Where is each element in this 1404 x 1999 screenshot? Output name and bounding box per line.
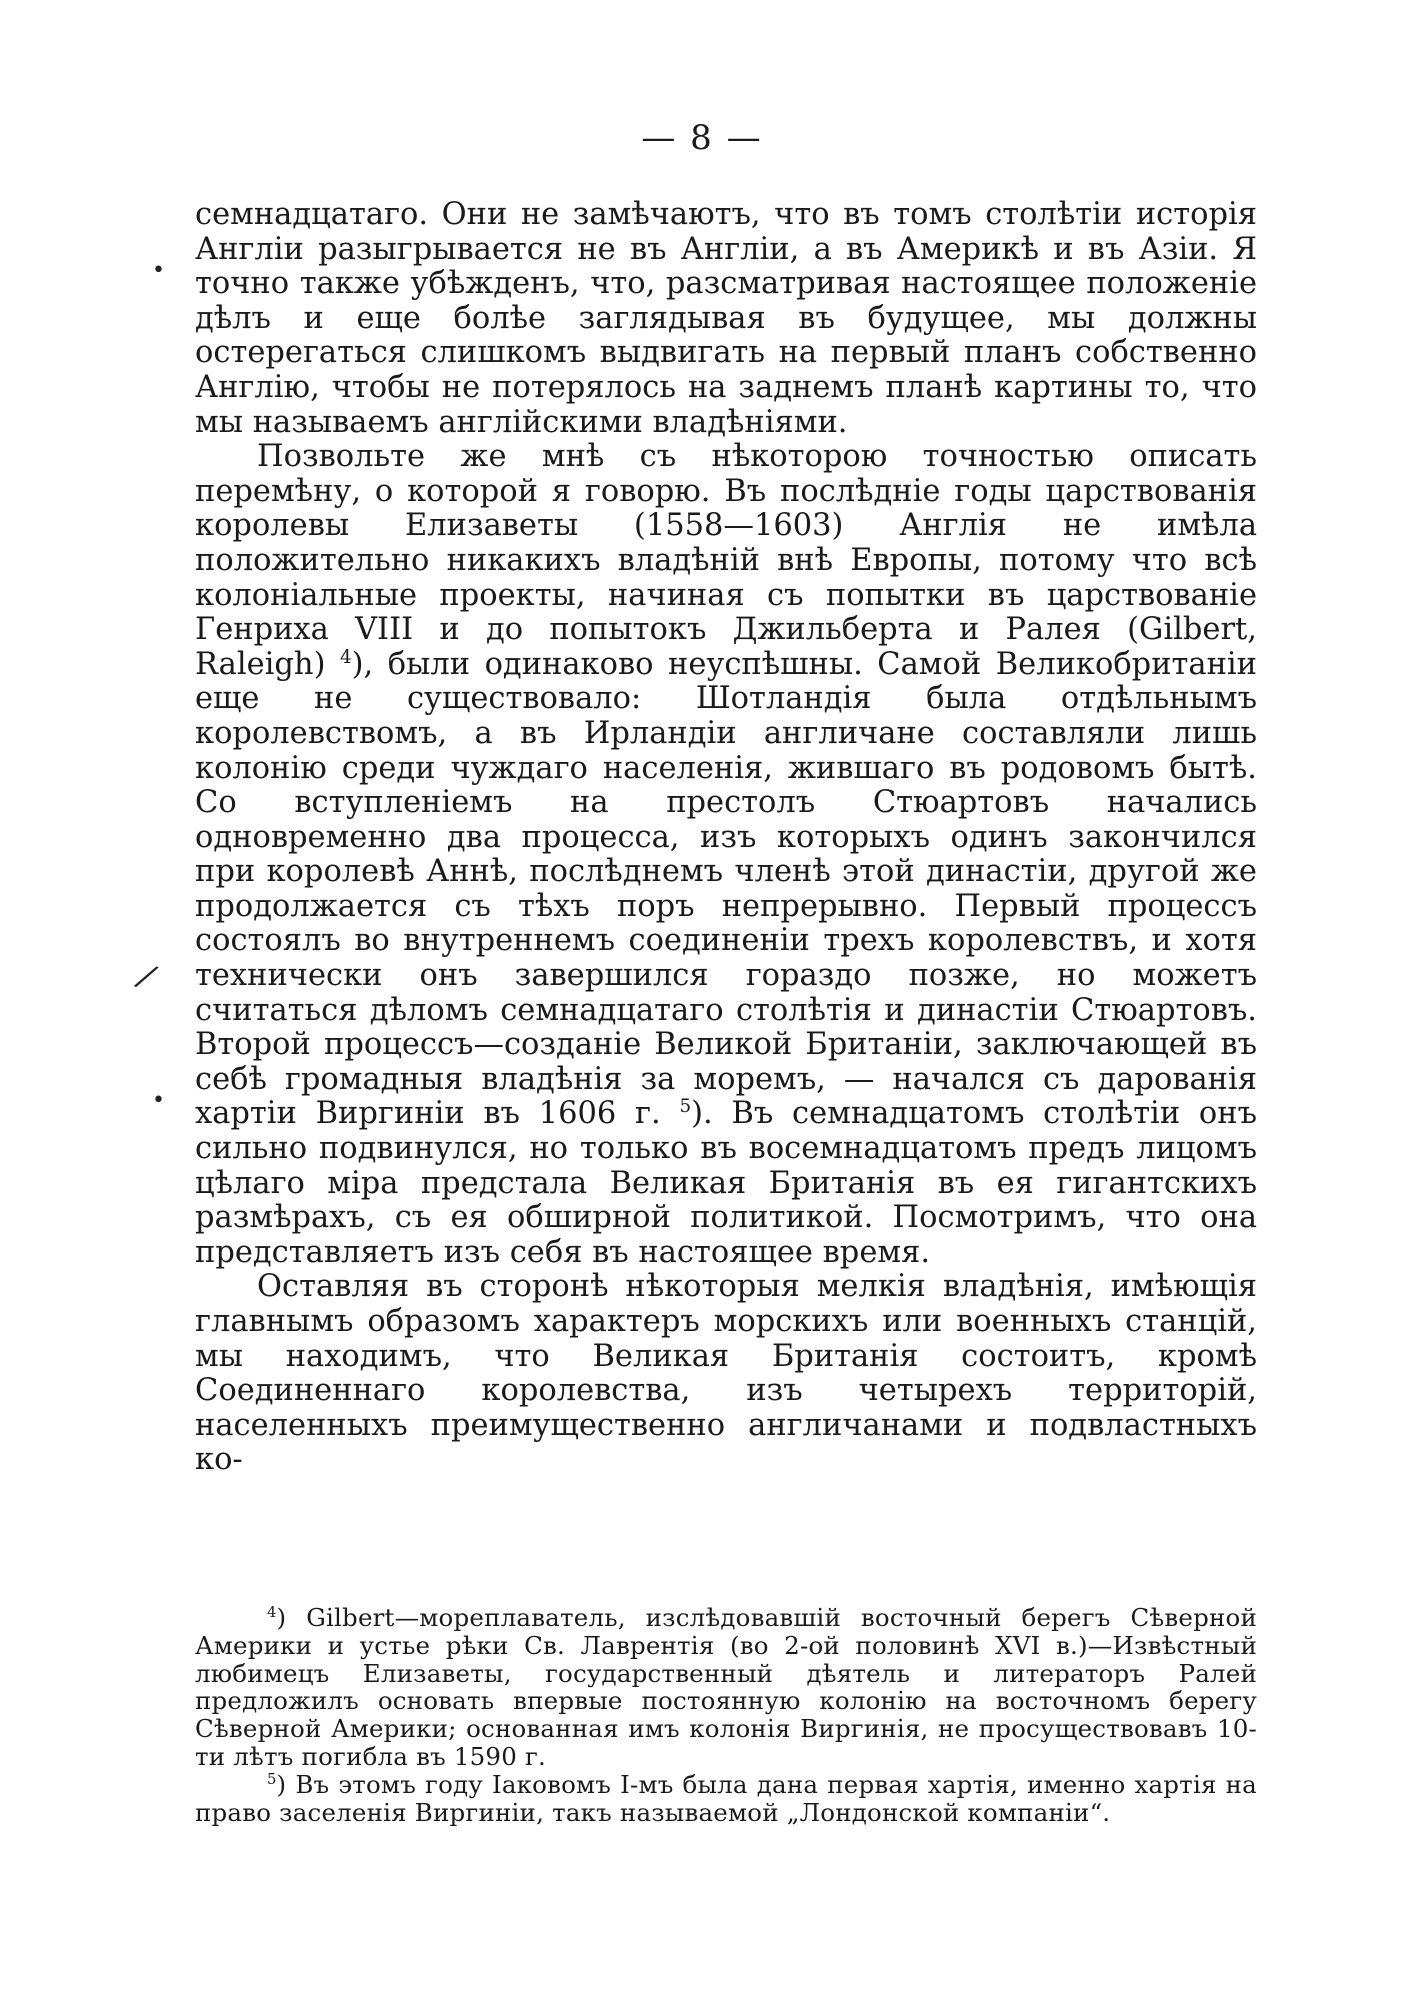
- footnote-mark: 5: [267, 1770, 277, 1788]
- paragraph-text: ). Въ семнадцатомъ столѣтіи онъ сильно подвинулся, но только въ восемнадцатомъ предъ лицомъ цѣлаго міра предстала Великая Британія въ ея гигантскихъ размѣрахъ, съ ея обширной политикой. Посмотримъ, что она представляетъ изъ себя въ настоящее время.: [195, 1096, 1257, 1270]
- footnote-ref: 4: [339, 646, 352, 668]
- footnote-ref: 5: [679, 1096, 692, 1118]
- footnote: [195, 1604, 1257, 1771]
- paragraph: [195, 440, 1257, 1270]
- footnote-text: ) Въ этомъ году Іаковомъ I-мъ была дана первая хартія, именно хартія на право заселенія Виргиніи, такъ называемой „Лондонской компаніи“.: [195, 1769, 1257, 1827]
- footnote: [195, 1771, 1257, 1827]
- paragraph: Оставляя въ сторонѣ нѣкоторыя мелкія владѣнія, имѣющія главнымъ образомъ характеръ морскихъ или военныхъ станцій, мы находимъ, что Великая Британія состоитъ, кромѣ Соединеннаго королевства, изъ четырехъ территорій, населенныхъ преимущественно англичанами и подвластныхъ ко-: [195, 1269, 1257, 1478]
- main-text: [195, 198, 1257, 1478]
- page-number: — 8 —: [641, 118, 763, 158]
- paragraph: семнадцатаго. Они не замѣчаютъ, что въ томъ столѣтіи исторія Англіи разыгрывается не въ Англіи, а въ Америкѣ и въ Азіи. Я точно также убѣжденъ, что, разсматривая настоящее положеніе дѣлъ и еще болѣе заглядывая въ будущее, мы должны остерегаться слишкомъ выдвигать на первый планъ собственно Англію, чтобы не потерялось на заднемъ планѣ картины то, что мы называемъ англійскими владѣніями.: [195, 197, 1257, 440]
- paragraph-text: ), были одинаково неуспѣшны. Самой Великобританіи еще не существовало: Шотландія была отдѣльнымъ королевствомъ, а въ Ирландіи англичане составляли лишь колонію среди чуждаго населенія, жившаго въ родовомъ бытѣ. Со вступленіемъ на престолъ Стюартовъ начались одновременно два процесса, изъ которыхъ одинъ закончился при королевѣ Аннѣ, послѣднемъ членѣ этой династіи, другой же продолжается съ тѣхъ поръ непрерывно. Первый процессъ состоялъ во внутреннемъ соединеніи трехъ королевствъ, и хотя технически онъ завершился гораздо позже, но можетъ считаться дѣломъ семнадцатаго столѣтія и династіи Стюартовъ. Второй процессъ—созданіе Великой Британіи, заключающей въ себѣ громадныя владѣнія за моремъ, — начался съ дарованія хартіи Виргиніи въ 1606 г.: [195, 646, 1258, 1132]
- margin-mark: •: [152, 1088, 165, 1113]
- margin-mark: •: [152, 258, 165, 283]
- paragraph-text: Позвольте же мнѣ съ нѣкоторою точностью описать перемѣну, о которой я говорю. Въ послѣдніе годы царствованія королевы Елизаветы (1558—1603) Англія не имѣла положительно никакихъ владѣній внѣ Европы, потому что всѣ колоніальные проекты, начиная съ попытки въ царствованіе Генриха VIII и до попытокъ Джильберта и Ралея (Gilbert, Raleigh): [195, 439, 1257, 682]
- footnotes: [195, 1604, 1257, 1826]
- margin-mark: ⁄: [136, 958, 155, 998]
- footnote-text: ) Gilbert—мореплаватель, изслѣдовавшій восточный берегъ Сѣверной Америки и устье рѣки Св. Лаврентія (во 2-ой половинѣ XVI в.)—Извѣстный любимецъ Елизаветы, государственный дѣятель и литераторъ Ралей предложилъ основать впервые постоянную колонію на восточномъ берегу Сѣверной Америки; основанная имъ колонія Виргинія, не просуществовавъ 10-ти лѣтъ погибла въ 1590 г.: [195, 1603, 1257, 1771]
- footnote-mark: 4: [267, 1603, 277, 1621]
